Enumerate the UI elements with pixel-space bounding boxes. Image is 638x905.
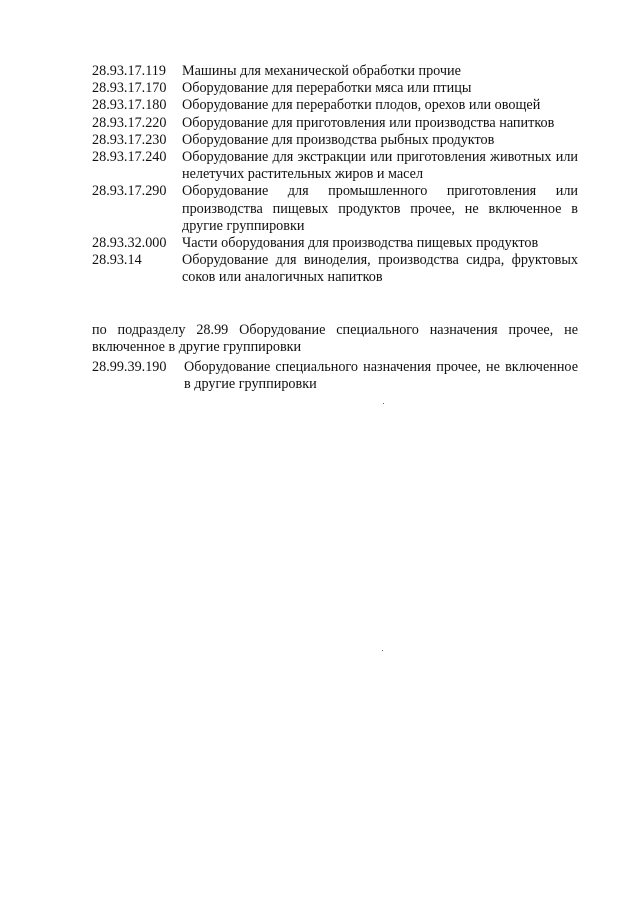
entry-code: 28.93.17.119 (92, 63, 166, 79)
scan-speck (382, 650, 383, 651)
entry-code: 28.93.17.220 (92, 114, 167, 131)
list-item (92, 97, 578, 114)
entry-description: Оборудование для экстракции или приготовления животных или нелетучих растительных жиров и масел (182, 149, 578, 183)
entry-description: Оборудование для виноделия, производства сидра, фруктовых соков или аналогичных напитков (182, 252, 578, 286)
entry-code: 28.93.17.230 (92, 131, 167, 148)
code-list-subsection (92, 359, 578, 393)
list-item (92, 252, 578, 286)
entry-description: Оборудование для переработки мяса или птицы (182, 80, 472, 97)
list-item (92, 183, 578, 235)
code-list (92, 63, 578, 287)
entry-description: Оборудование для переработки плодов, орехов или овощей (182, 97, 541, 114)
entry-description: Машины для механической обработки прочие (182, 63, 461, 79)
list-item (92, 115, 578, 132)
entry-code: 28.99.39.190 (92, 359, 167, 375)
section-heading: по подразделу 28.99 Оборудование специального назначения прочее, не включенное в другие группировки (92, 322, 578, 356)
entry-description: Оборудование для приготовления или производства напитков (182, 114, 555, 131)
list-item (92, 235, 578, 252)
entry-description: Части оборудования для производства пищевых продуктов (182, 235, 539, 252)
list-item (92, 132, 578, 149)
entry-code: 28.93.17.180 (92, 97, 167, 114)
entry-code: 28.93.14 (92, 252, 142, 269)
list-item (92, 149, 578, 183)
entry-code: 28.93.32.000 (92, 235, 167, 252)
entry-description: Оборудование для промышленного приготовления или производства пищевых продуктов прочее, не включенное в другие группировки (182, 183, 578, 234)
entry-code: 28.93.17.240 (92, 149, 167, 166)
entry-description: Оборудование для производства рыбных продуктов (182, 131, 495, 148)
list-item (92, 63, 578, 80)
list-item (92, 359, 578, 393)
scan-speck (383, 403, 384, 404)
entry-code: 28.93.17.290 (92, 183, 167, 200)
entry-code: 28.93.17.170 (92, 80, 167, 97)
entry-description: Оборудование специального назначения прочее, не включенное в другие группировки (184, 359, 578, 393)
list-item (92, 80, 578, 97)
